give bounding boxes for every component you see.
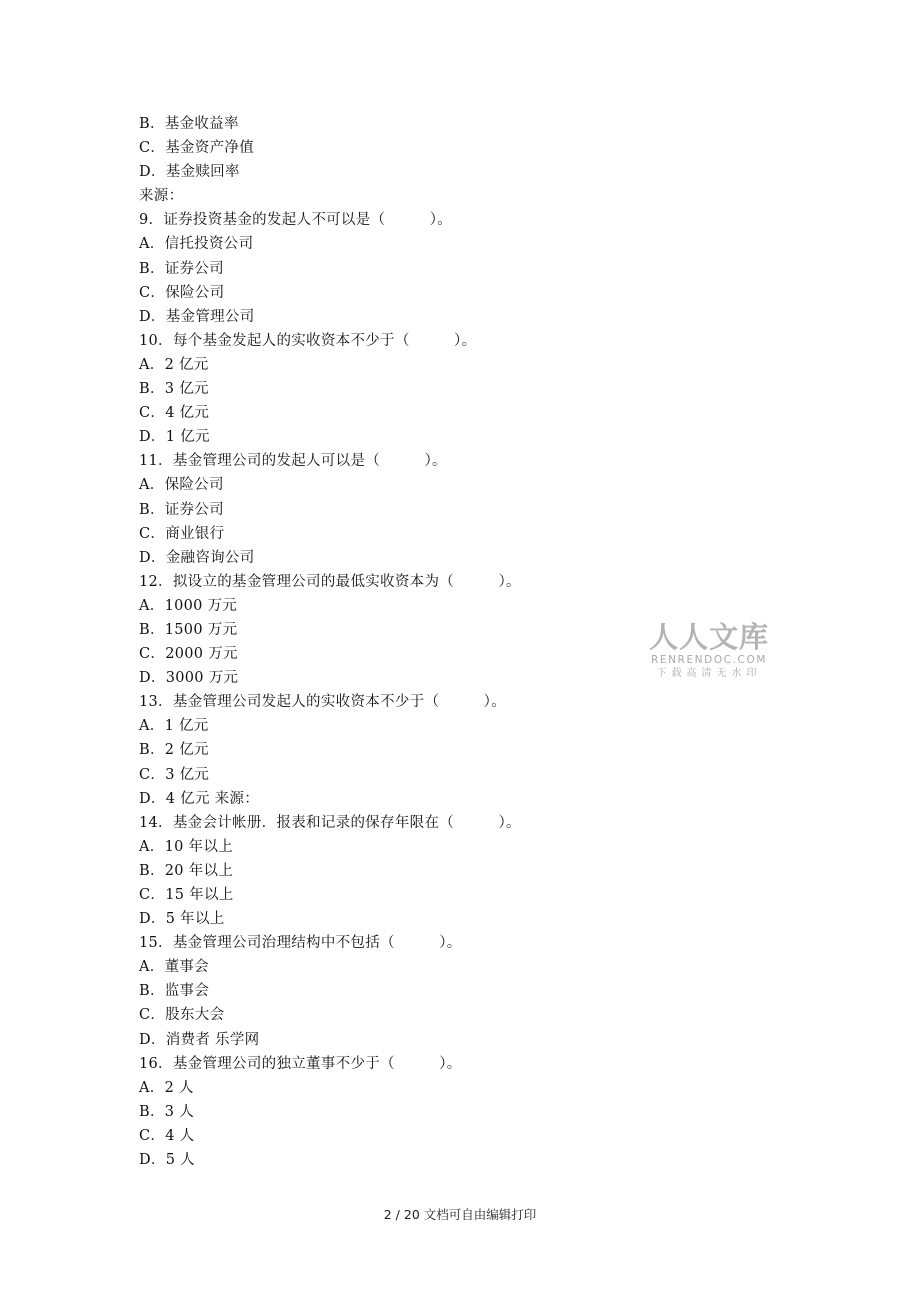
option-text: A．保险公司 — [139, 477, 224, 494]
text-line: 来源： — [139, 188, 184, 205]
option-text: A．信托投资公司 — [139, 236, 254, 253]
option-text: B．2 亿元 — [139, 742, 209, 759]
option-text: B．监事会 — [139, 983, 210, 1000]
option-text: D．5 年以上 — [139, 911, 225, 928]
option-text: D．金融咨询公司 — [139, 549, 255, 566]
question-text: 10．每个基金发起人的实收资本不少于（ ）。 — [139, 332, 477, 349]
option-text: C．4 亿元 — [139, 405, 210, 422]
watermark-title: 人人文库 — [648, 620, 769, 654]
option-text: B．证券公司 — [139, 260, 224, 277]
option-text: D．基金管理公司 — [139, 308, 255, 325]
option-text: B．20 年以上 — [139, 862, 234, 879]
watermark — [644, 620, 774, 681]
question-text: 16．基金管理公司的独立董事不少于（ ）。 — [139, 1055, 462, 1072]
question-text: 14．基金会计帐册．报表和记录的保存年限在（ ）。 — [139, 814, 521, 831]
option-text: C．2000 万元 — [139, 646, 238, 663]
text-line: C．基金资产净值 — [139, 140, 254, 157]
option-text: B．1500 万元 — [139, 621, 238, 638]
option-text: B．3 亿元 — [139, 381, 209, 398]
option-text: C．3 亿元 — [139, 766, 210, 783]
option-text: D．3000 万元 — [139, 670, 239, 687]
question-text: 11．基金管理公司的发起人可以是（ ）。 — [139, 453, 447, 470]
page-footer: 2 / 20 文档可自由编辑打印 — [383, 1207, 537, 1222]
question-text: 15．基金管理公司治理结构中不包括（ ）。 — [139, 935, 462, 952]
option-text: A．2 人 — [139, 1079, 194, 1096]
option-text: D．1 亿元 — [139, 429, 210, 446]
option-text: C．4 人 — [139, 1127, 195, 1144]
question-text: 12．拟设立的基金管理公司的最低实收资本为（ ）。 — [139, 573, 521, 590]
question-text: 9．证券投资基金的发起人不可以是（ ）。 — [139, 212, 453, 229]
option-text: C．股东大会 — [139, 1007, 225, 1024]
option-text: C．商业银行 — [139, 525, 225, 542]
option-text: B．证券公司 — [139, 501, 224, 518]
option-text: C．保险公司 — [139, 284, 225, 301]
watermark-site: RENRENDOC.COM — [650, 654, 768, 666]
option-text: D．消费者 乐学网 — [139, 1031, 260, 1048]
option-text: B．3 人 — [139, 1103, 194, 1120]
text-line: D．基金赎回率 — [139, 164, 240, 181]
option-text: A．10 年以上 — [139, 838, 233, 855]
question-text: 13．基金管理公司发起人的实收资本不少于（ ）。 — [139, 694, 506, 711]
option-text: D．4 亿元 来源： — [139, 790, 260, 807]
option-text: A．1 亿元 — [139, 718, 209, 735]
option-text: A．2 亿元 — [139, 356, 209, 373]
watermark-note: 下载高清无水印 — [656, 668, 762, 679]
option-text: A．董事会 — [139, 959, 209, 976]
option-text: A．1000 万元 — [139, 597, 238, 614]
text-line: B．基金收益率 — [139, 116, 239, 132]
option-text: D．5 人 — [139, 1152, 195, 1169]
option-text: C．15 年以上 — [139, 887, 234, 903]
